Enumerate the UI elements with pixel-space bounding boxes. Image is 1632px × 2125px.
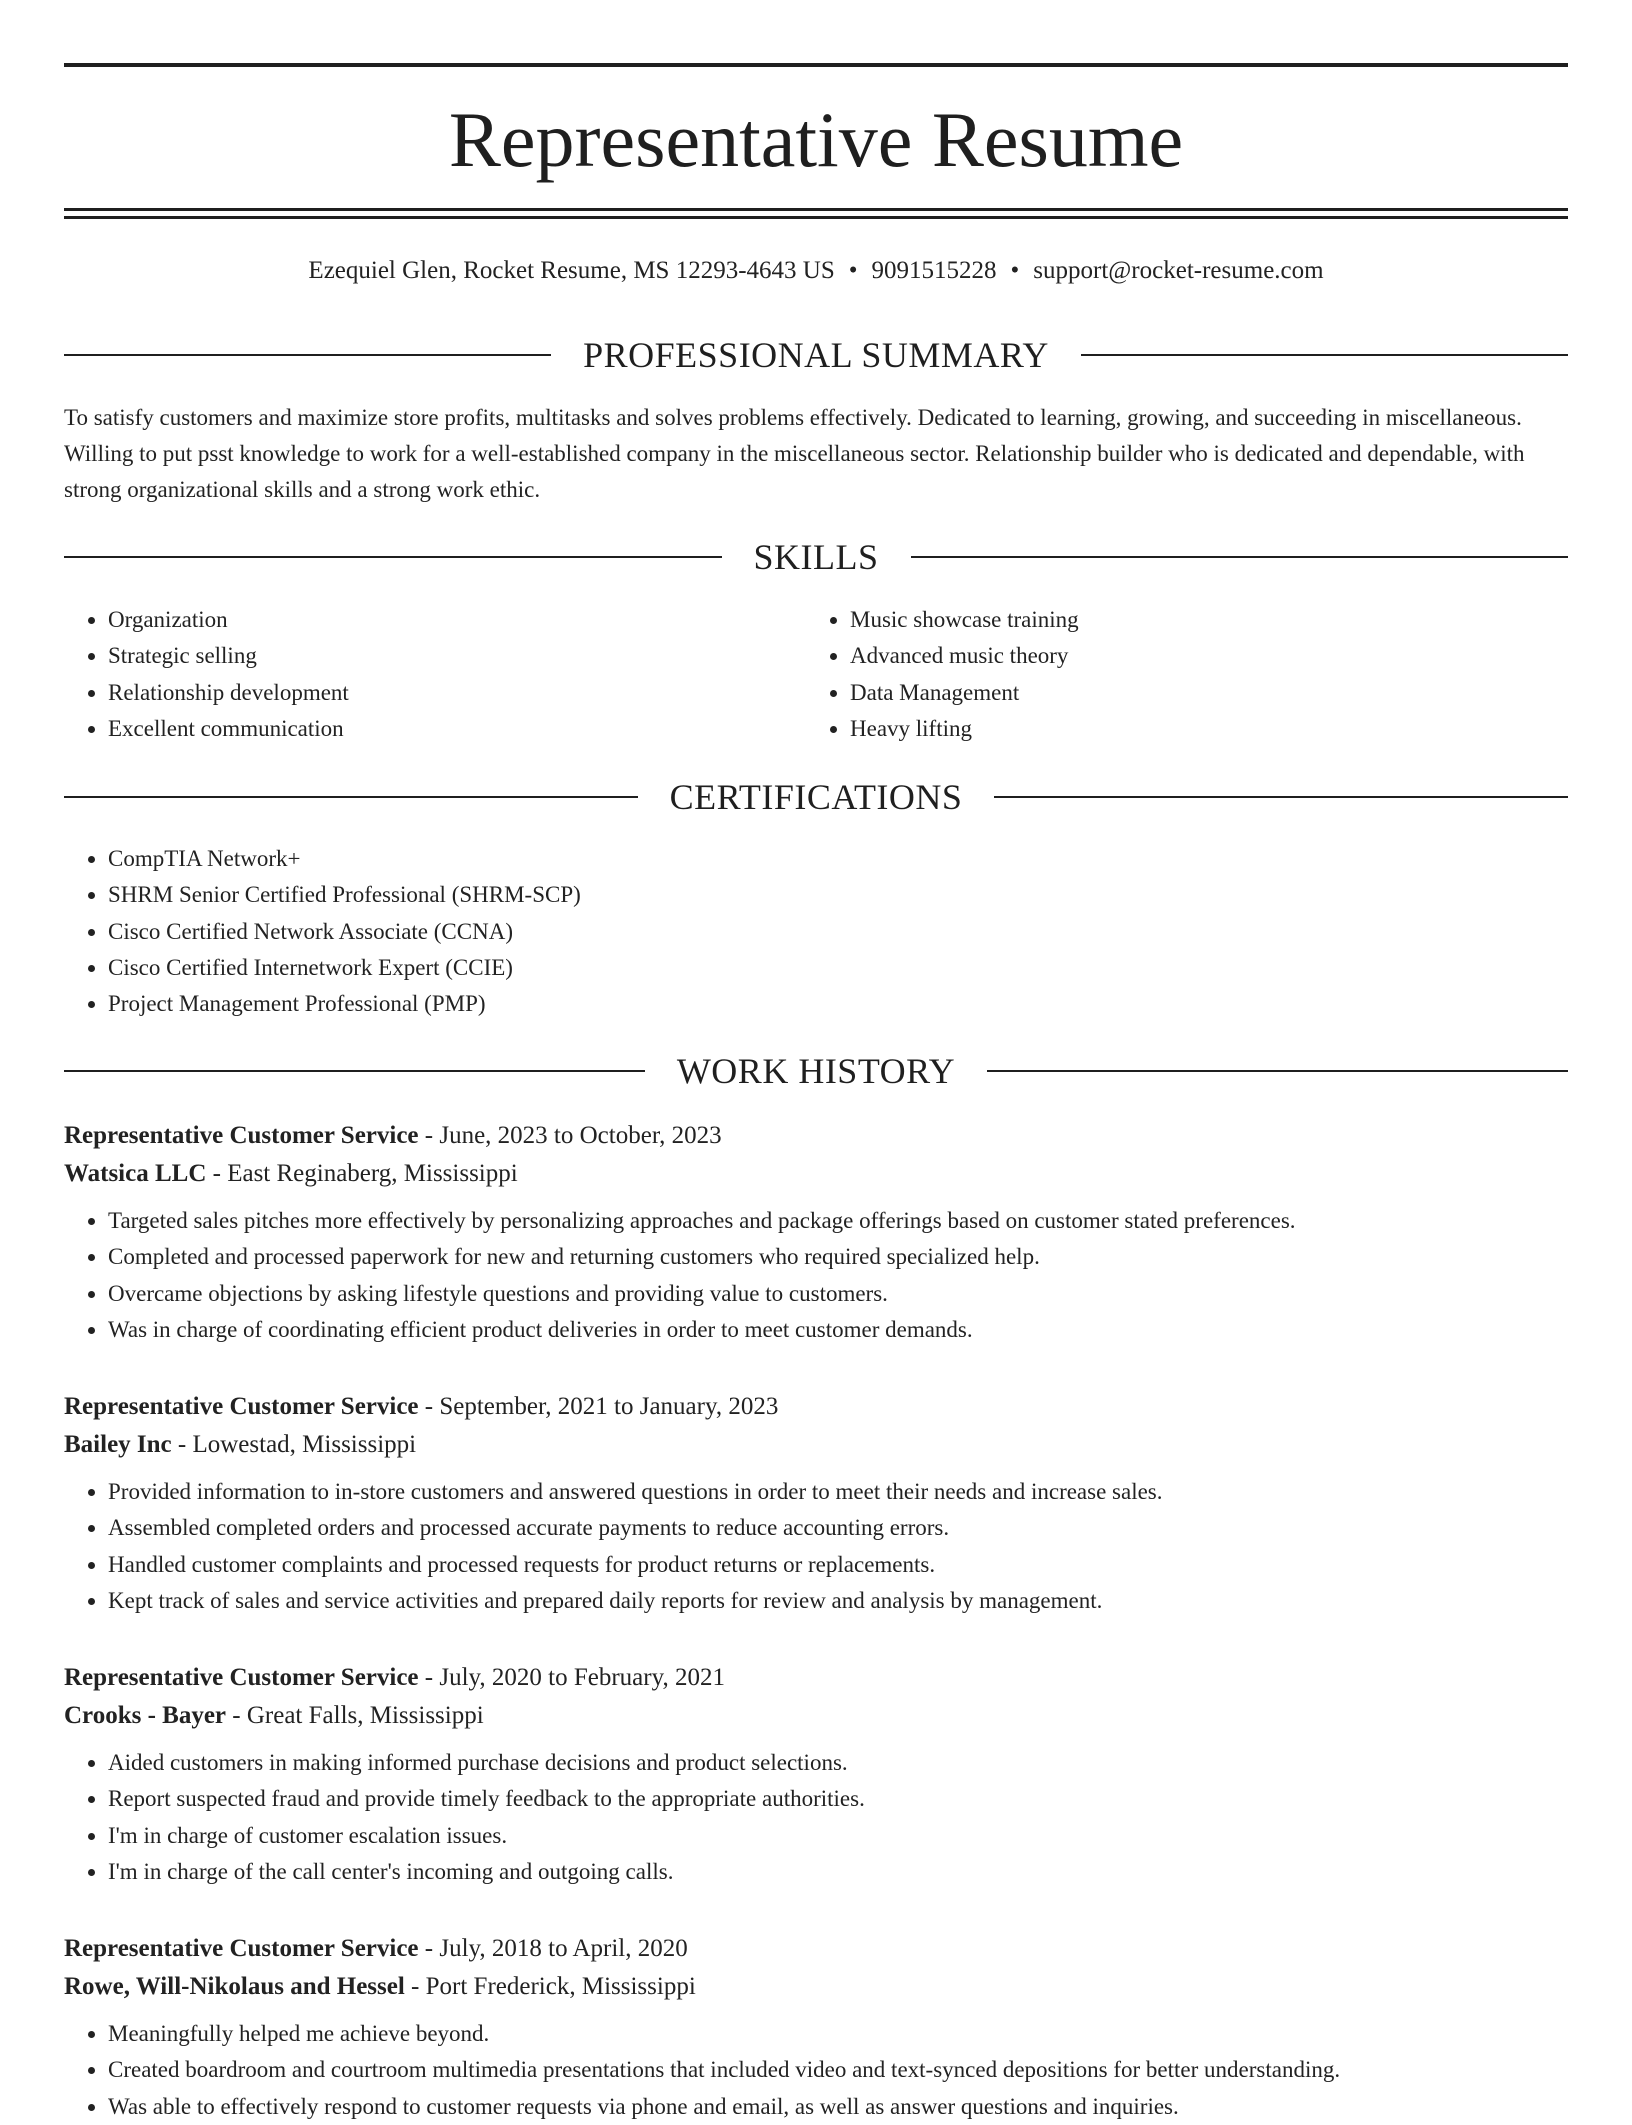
section-header-summary bbox=[64, 333, 1568, 377]
job-bullet: • Created boardroom and courtroom multimedia presentations that included video and text-synced depositions for better understanding. bbox=[108, 2052, 1568, 2088]
certification-item: • Cisco Certified Network Associate (CCNA) bbox=[108, 914, 1508, 950]
section-title: SKILLS bbox=[753, 537, 879, 577]
section-rule-left bbox=[64, 354, 551, 356]
contact-separator: • bbox=[848, 257, 858, 284]
job-bullets bbox=[64, 2016, 1568, 2125]
certification-item: • SHRM Senior Certified Professional (SHRM-SCP) bbox=[108, 877, 1508, 913]
job-title-line bbox=[64, 1659, 1568, 1697]
contact-phone: 9091515228 bbox=[871, 257, 997, 284]
certifications-list bbox=[64, 841, 1508, 1022]
job-title-line bbox=[64, 1388, 1568, 1426]
job-company: Rowe, Will-Nikolaus and Hessel bbox=[64, 1973, 405, 2000]
job-bullet: • Overcame objections by asking lifestyle questions and providing value to customers. bbox=[108, 1276, 1568, 1312]
job-company-line bbox=[64, 1697, 1568, 1735]
section-title: PROFESSIONAL SUMMARY bbox=[583, 335, 1049, 375]
contact-line bbox=[64, 255, 1568, 287]
section-title: CERTIFICATIONS bbox=[669, 777, 963, 817]
job-title: Representative Customer Service bbox=[64, 1664, 419, 1691]
job-title: Representative Customer Service bbox=[64, 1122, 419, 1149]
contact-address: Ezequiel Glen, Rocket Resume, MS 12293-4643 US bbox=[308, 257, 835, 284]
job-bullet: • Was in charge of coordinating efficient product deliveries in order to meet customer demands. bbox=[108, 1312, 1568, 1348]
job-dates: - July, 2018 to April, 2020 bbox=[418, 1935, 688, 1962]
skill-item: • Data Management bbox=[850, 675, 1590, 711]
job-title: Representative Customer Service bbox=[64, 1935, 419, 1962]
section-rule-left bbox=[64, 796, 638, 798]
job-dates: - June, 2023 to October, 2023 bbox=[418, 1122, 722, 1149]
contact-email: support@rocket-resume.com bbox=[1033, 257, 1324, 284]
job-location: - East Reginaberg, Mississippi bbox=[206, 1160, 518, 1187]
job-title-line bbox=[64, 1930, 1568, 1968]
skill-item: • Relationship development bbox=[108, 675, 848, 711]
skill-item: • Strategic selling bbox=[108, 638, 848, 674]
section-rule-left bbox=[64, 556, 722, 558]
job-entry bbox=[64, 1388, 1568, 1619]
job-entry bbox=[64, 1659, 1568, 1890]
job-location: - Port Frederick, Mississippi bbox=[404, 1973, 696, 2000]
certification-item: • CompTIA Network+ bbox=[108, 841, 1508, 877]
job-entry bbox=[64, 1117, 1568, 1348]
title-rule-upper bbox=[64, 208, 1568, 211]
skill-item: • Advanced music theory bbox=[850, 638, 1590, 674]
job-bullet: • Handled customer complaints and processed requests for product returns or replacements. bbox=[108, 1547, 1568, 1583]
job-bullets bbox=[64, 1203, 1568, 1348]
job-bullets bbox=[64, 1745, 1568, 1890]
section-header-certifications bbox=[64, 775, 1568, 819]
section-rule-right bbox=[1081, 354, 1568, 356]
skill-item: • Heavy lifting bbox=[850, 711, 1590, 747]
title-rule-lower bbox=[64, 216, 1568, 219]
job-bullets bbox=[64, 1474, 1568, 1619]
document-title: Representative Resume bbox=[448, 96, 1184, 183]
section-rule-right bbox=[911, 556, 1569, 558]
skill-item: • Excellent communication bbox=[108, 711, 848, 747]
job-bullet: • Provided information to in-store customers and answered questions in order to meet their needs and increase sales. bbox=[108, 1474, 1568, 1510]
job-bullet: • Targeted sales pitches more effectively by personalizing approaches and package offerings based on customer stated preferences. bbox=[108, 1203, 1568, 1239]
job-company: Watsica LLC bbox=[64, 1160, 207, 1187]
section-header-skills bbox=[64, 535, 1568, 579]
job-bullet: • I'm in charge of the call center's incoming and outgoing calls. bbox=[108, 1854, 1568, 1890]
skill-item: • Organization bbox=[108, 602, 848, 638]
job-location: - Great Falls, Mississippi bbox=[226, 1702, 484, 1729]
job-title-line bbox=[64, 1117, 1568, 1155]
job-company-line bbox=[64, 1155, 1568, 1193]
job-bullet: • Was able to effectively respond to customer requests via phone and email, as well as answer questions and inquiries. bbox=[108, 2089, 1568, 2125]
job-entry bbox=[64, 1930, 1568, 2125]
section-header-work-history bbox=[64, 1049, 1568, 1093]
job-bullet: • Assembled completed orders and processed accurate payments to reduce accounting errors. bbox=[108, 1510, 1568, 1546]
job-company: Bailey Inc bbox=[64, 1431, 172, 1458]
certification-item: • Project Management Professional (PMP) bbox=[108, 986, 1508, 1022]
job-bullet: • Completed and processed paperwork for new and returning customers who required specialized help. bbox=[108, 1239, 1568, 1275]
job-bullet: • Meaningfully helped me achieve beyond. bbox=[108, 2016, 1568, 2052]
job-dates: - July, 2020 to February, 2021 bbox=[418, 1664, 725, 1691]
section-rule-right bbox=[994, 796, 1568, 798]
job-bullet: • Kept track of sales and service activities and prepared daily reports for review and analysis by management. bbox=[108, 1583, 1568, 1619]
certification-item: • Cisco Certified Internetwork Expert (CCIE) bbox=[108, 950, 1508, 986]
contact-separator: • bbox=[1010, 257, 1020, 284]
section-rule-left bbox=[64, 1070, 645, 1072]
job-bullet: • I'm in charge of customer escalation issues. bbox=[108, 1818, 1568, 1854]
job-company: Crooks - Bayer bbox=[64, 1702, 227, 1729]
job-bullet: • Aided customers in making informed purchase decisions and product selections. bbox=[108, 1745, 1568, 1781]
skills-list-left bbox=[64, 602, 848, 747]
job-dates: - September, 2021 to January, 2023 bbox=[418, 1393, 779, 1420]
top-rule bbox=[64, 63, 1568, 67]
section-rule-right bbox=[987, 1070, 1568, 1072]
job-bullet: • Report suspected fraud and provide timely feedback to the appropriate authorities. bbox=[108, 1781, 1568, 1817]
section-title: WORK HISTORY bbox=[676, 1051, 956, 1091]
job-company-line bbox=[64, 1968, 1568, 2006]
skills-list-right bbox=[806, 602, 1590, 747]
job-title: Representative Customer Service bbox=[64, 1393, 419, 1420]
summary-paragraph: To satisfy customers and maximize store profits, multitasks and solves problems effectively. Dedicated to learning, growing, and succeeding in miscellaneous. Willing to put psst knowledge to work for a well-established company in the miscellaneous sector. Relationship builder who is dedicated and dependable, with strong organizational skills and a strong work ethic. bbox=[64, 405, 1525, 502]
job-company-line bbox=[64, 1426, 1568, 1464]
job-location: - Lowestad, Mississippi bbox=[171, 1431, 417, 1458]
skill-item: • Music showcase training bbox=[850, 602, 1590, 638]
